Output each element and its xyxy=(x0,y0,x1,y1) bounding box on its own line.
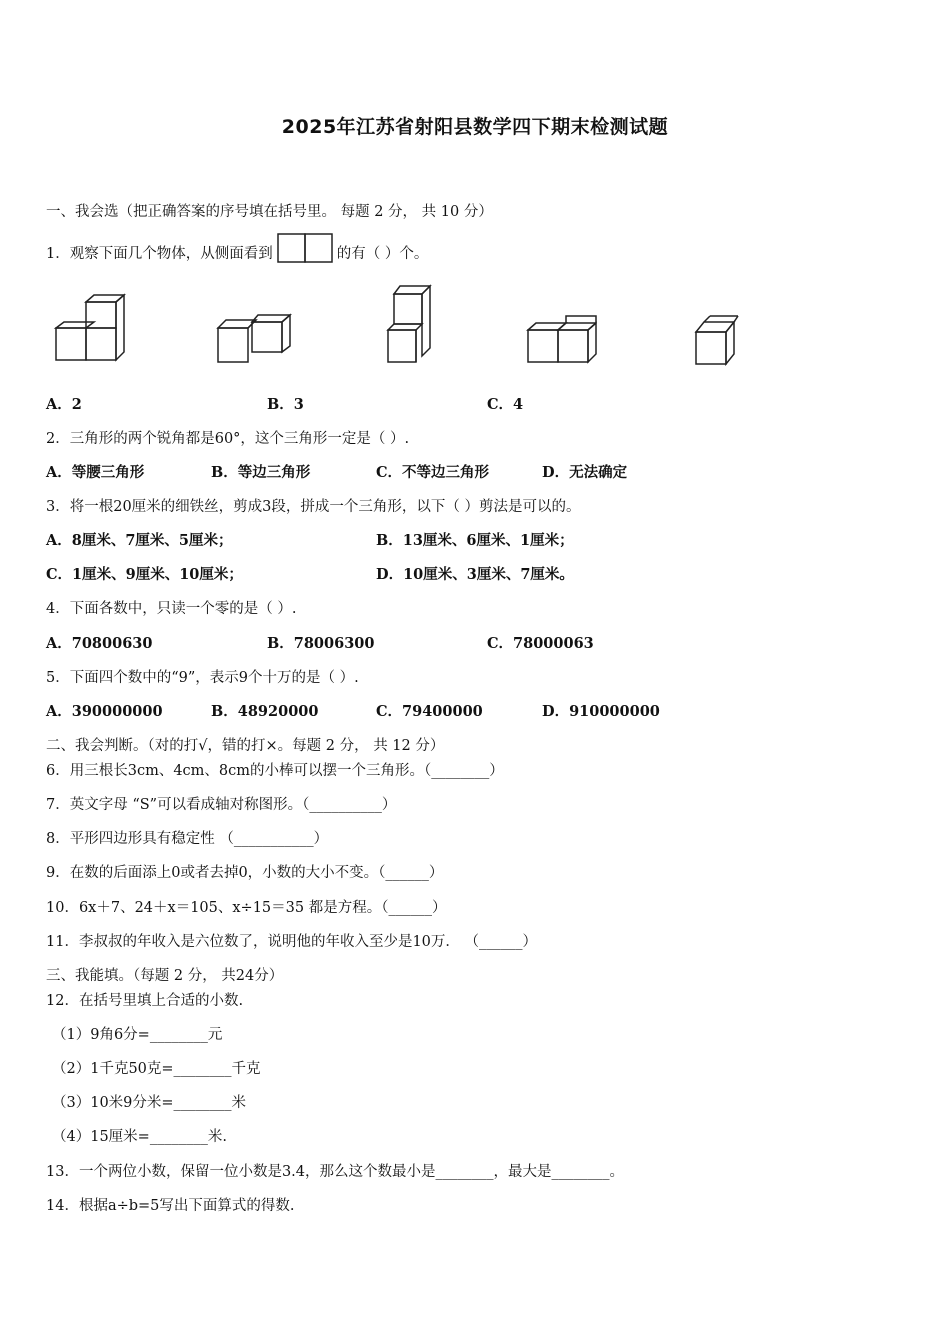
two-squares-side-view-figure xyxy=(277,233,333,263)
q2-option-c[interactable]: C．不等边三角形 xyxy=(376,464,490,481)
question-6[interactable]: 6．用三根长3cm、4cm、8cm的小棒可以摆一个三角形。（________） xyxy=(46,763,504,779)
question-11[interactable]: 11．李叔叔的年收入是六位数了，说明他的年收入至少是10万． （______） xyxy=(46,934,538,950)
question-10[interactable]: 10．6x＋7、24＋x＝105、x÷15＝35 都是方程。（______） xyxy=(46,900,447,916)
q2-option-d[interactable]: D．无法确定 xyxy=(542,464,628,481)
q3-option-a[interactable]: A．8厘米、7厘米、5厘米； xyxy=(46,532,233,549)
q5-option-d[interactable]: D．910000000 xyxy=(542,703,660,720)
question-2: 2．三角形的两个锐角都是60°，这个三角形一定是（ ）. xyxy=(46,431,410,447)
q1-text-post: 的有（ ）个。 xyxy=(336,246,429,262)
q3-option-b[interactable]: B．13厘米、6厘米、1厘米； xyxy=(376,532,574,549)
page-title: 2025年江苏省射阳县数学四下期末检测试题 xyxy=(281,116,669,138)
section1-heading: 一、我会选（把正确答案的序号填在括号里。 每题 2 分， 共 10 分） xyxy=(46,204,493,220)
q5-option-b[interactable]: B．48920000 xyxy=(211,703,319,720)
section2-heading: 二、我会判断。（对的打√，错的打×。每题 2 分， 共 12 分） xyxy=(46,738,445,754)
cube-figure-5 xyxy=(690,312,744,368)
q5-option-c[interactable]: C．79400000 xyxy=(376,703,483,720)
q12-item-3[interactable]: （3）10米9分米=________米 xyxy=(52,1095,247,1111)
question-8[interactable]: 8．平形四边形具有稳定性 （___________） xyxy=(46,831,329,847)
q4-option-a[interactable]: A．70800630 xyxy=(46,635,153,652)
q1-option-b[interactable]: B．3 xyxy=(267,396,304,413)
question-12: 12．在括号里填上合适的小数. xyxy=(46,993,244,1009)
q1-option-c[interactable]: C．4 xyxy=(487,396,524,413)
question-7[interactable]: 7．英文字母 “S”可以看成轴对称图形。（__________） xyxy=(46,797,397,813)
section3-heading: 三、我能填。（每题 2 分， 共24分） xyxy=(46,968,284,984)
cube-figure-4 xyxy=(522,308,606,368)
question-5: 5．下面四个数中的“9”，表示9个十万的是（ ）. xyxy=(46,670,359,686)
cube-figure-2 xyxy=(212,308,296,368)
q12-item-2[interactable]: （2）1千克50克=________千克 xyxy=(52,1061,261,1077)
q12-item-4[interactable]: （4）15厘米=________米. xyxy=(52,1129,227,1145)
q2-option-a[interactable]: A．等腰三角形 xyxy=(46,464,145,481)
question-14: 14．根据a÷b=5写出下面算式的得数. xyxy=(46,1198,295,1214)
q4-option-b[interactable]: B．78006300 xyxy=(267,635,375,652)
q12-item-1[interactable]: （1）9角6分=________元 xyxy=(52,1027,223,1043)
cube-figure-1 xyxy=(50,288,130,368)
q4-option-c[interactable]: C．78000063 xyxy=(487,635,594,652)
q1-text-pre: 1．观察下面几个物体，从侧面看到 xyxy=(46,246,273,262)
q1-option-a[interactable]: A．2 xyxy=(46,396,82,413)
question-1 xyxy=(46,239,428,269)
question-3: 3．将一根20厘米的细铁丝，剪成3段，拼成一个三角形，以下（ ）剪法是可以的。 xyxy=(46,499,581,515)
q3-option-d[interactable]: D．10厘米、3厘米、7厘米。 xyxy=(376,566,574,583)
q3-option-c[interactable]: C．1厘米、9厘米、10厘米； xyxy=(46,566,243,583)
q2-option-b[interactable]: B．等边三角形 xyxy=(211,464,311,481)
question-13[interactable]: 13．一个两位小数，保留一位小数是3.4，那么这个数最小是________，最大是________。 xyxy=(46,1164,625,1180)
q5-option-a[interactable]: A．390000000 xyxy=(46,703,163,720)
cube-figure-3 xyxy=(380,280,440,370)
question-4: 4．下面各数中，只读一个零的是（ ）. xyxy=(46,601,297,617)
question-9[interactable]: 9．在数的后面添上0或者去掉0，小数的大小不变。（______） xyxy=(46,865,444,881)
